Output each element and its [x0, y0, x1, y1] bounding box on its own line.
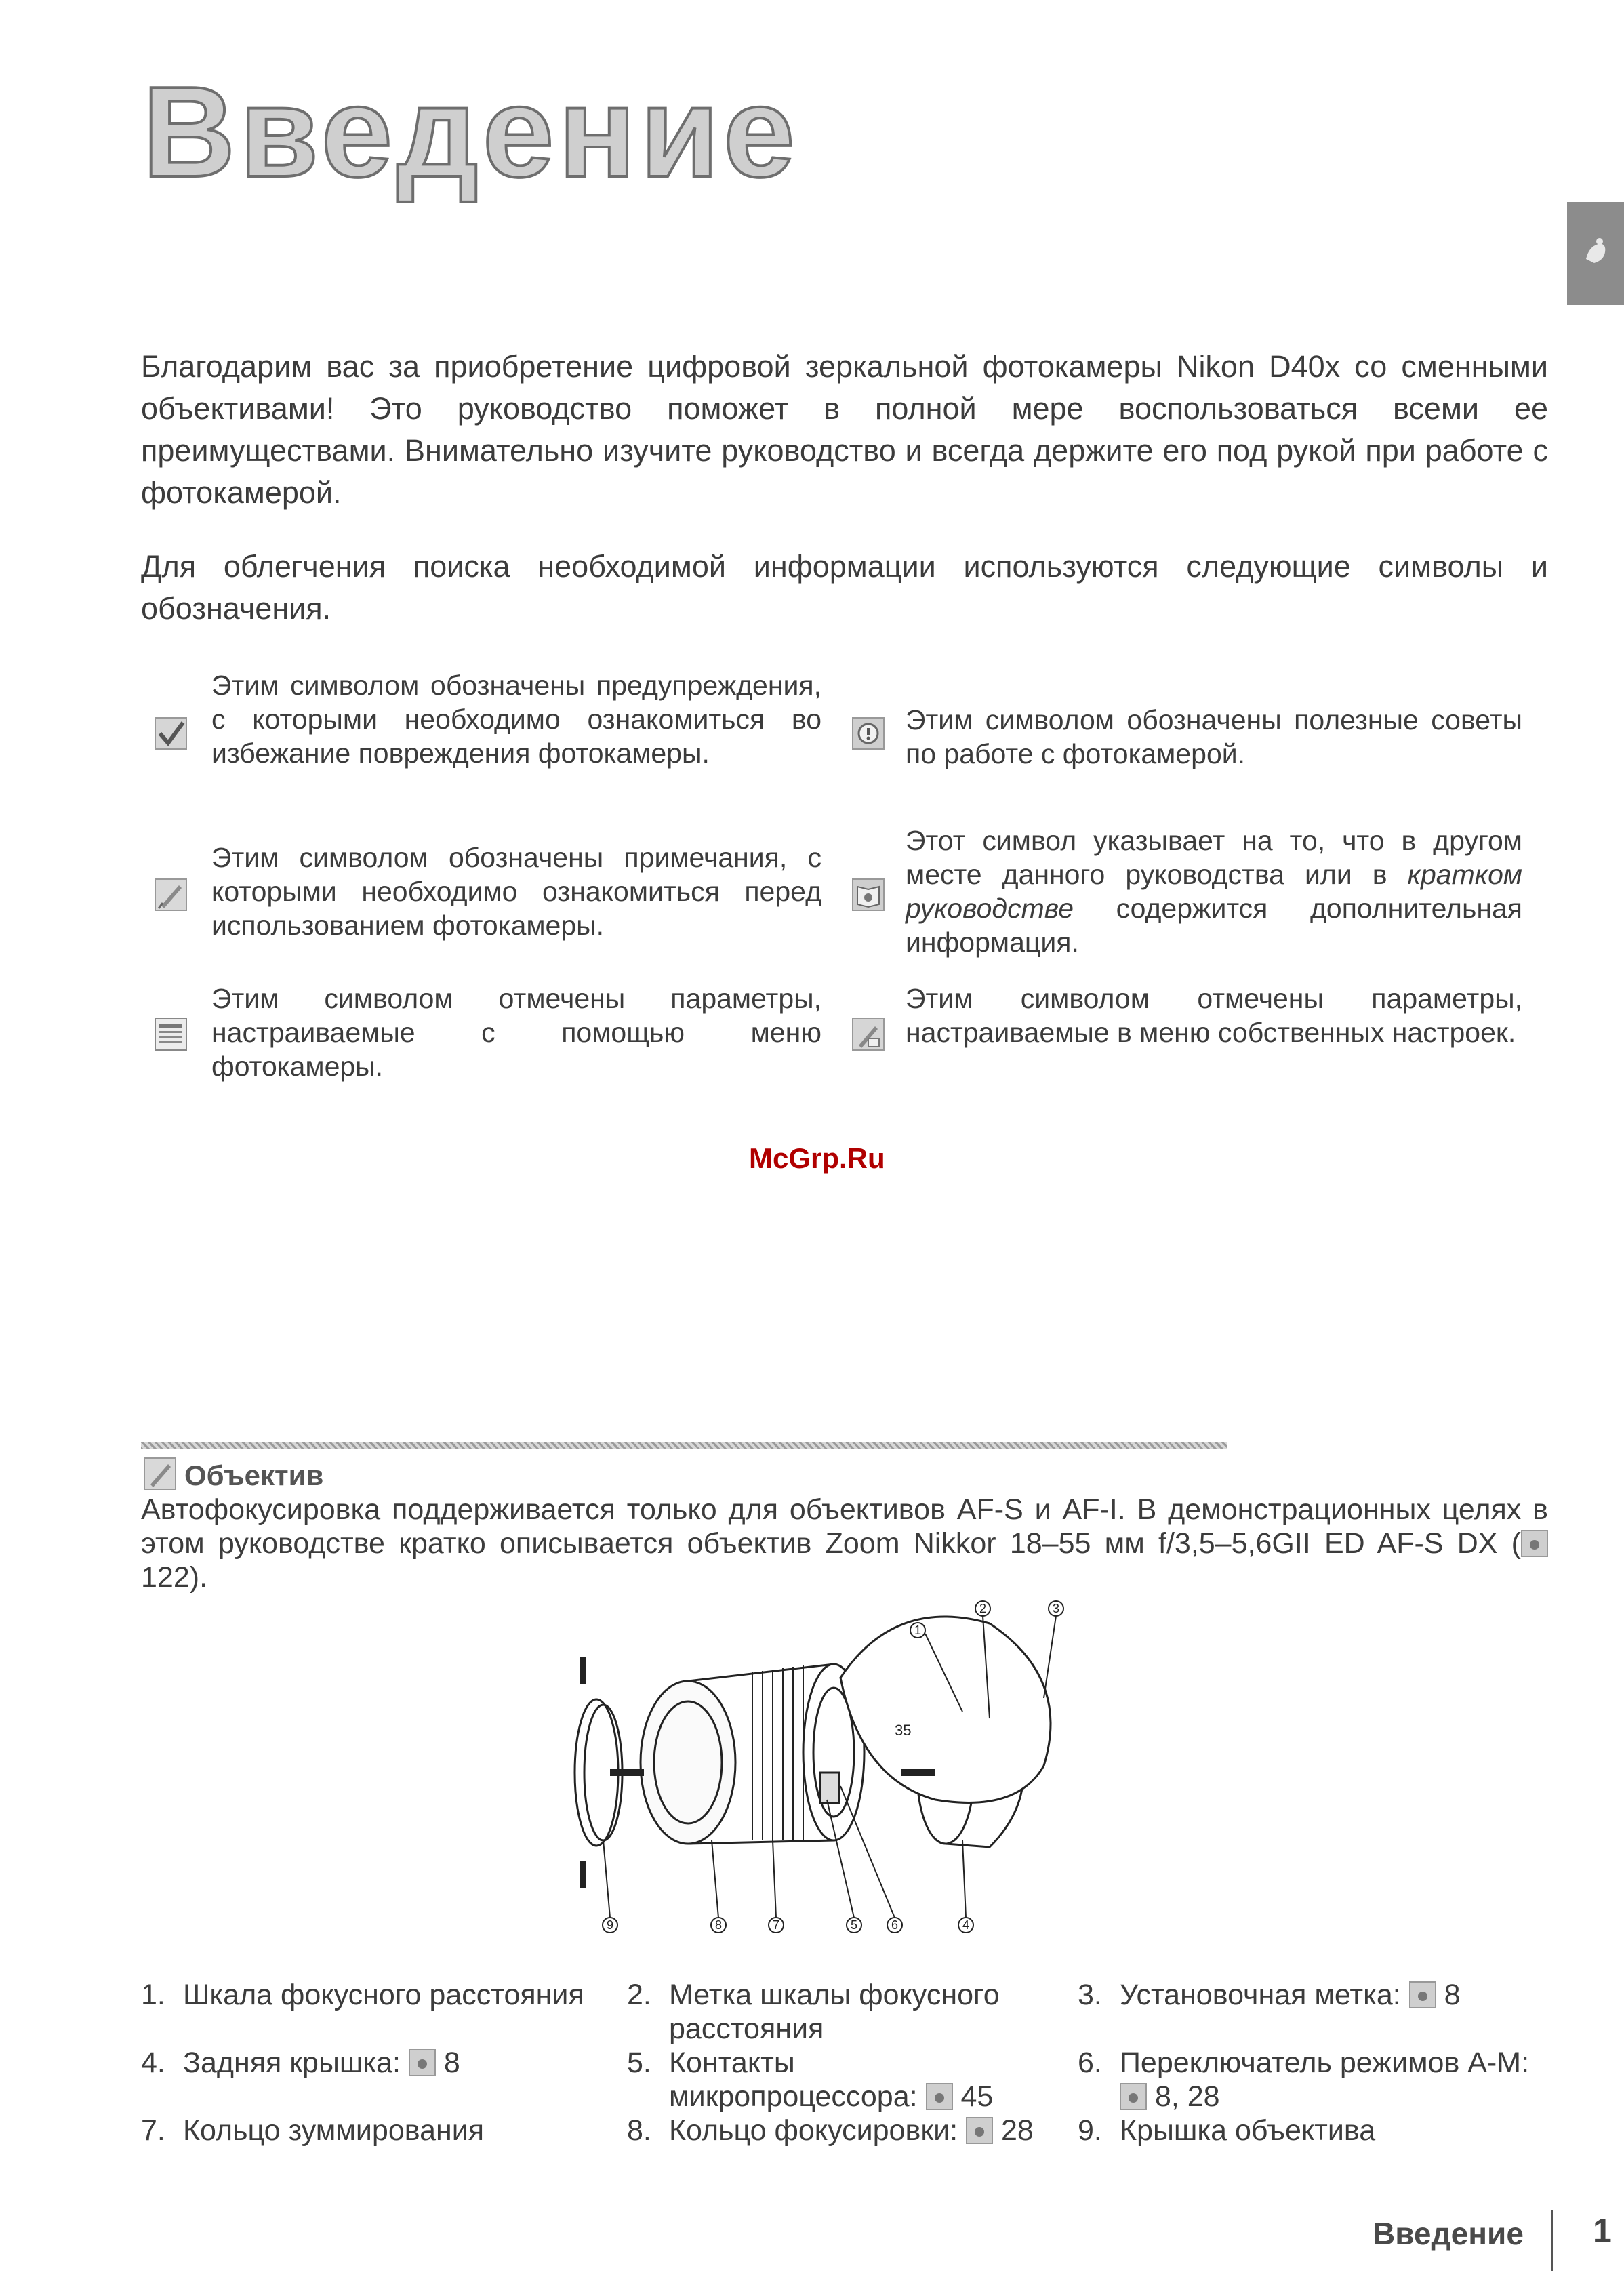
lens-note-text: Автофокусировка поддерживается только для объективов AF-S и AF-I. В демонстрационных целях в этом руководстве кратко описывается объектив Zoom Nikkor 18–55 мм f/3,5–5,6GII ED AF-S DX (	[141, 1493, 1548, 1560]
watermark: McGrp.Ru	[749, 1142, 885, 1174]
af-m-switch	[820, 1773, 839, 1803]
legend-item-4	[141, 2046, 602, 2080]
lens-note-heading: Объектив	[184, 1459, 324, 1491]
callout-3: 3	[1052, 1602, 1060, 1615]
callout-9: 9	[606, 1918, 614, 1932]
warning-check-icon	[155, 717, 187, 753]
reference-page-icon	[966, 2117, 993, 2144]
legend-ref: 28	[1001, 2114, 1034, 2147]
legend-item-3	[1078, 1978, 1552, 2012]
reference-text-after: содержится дополнительная информация.	[906, 893, 1522, 958]
legend-ref: 8	[1444, 1979, 1461, 2011]
reference-page-icon	[409, 2049, 436, 2076]
reference-page-icon	[1521, 1530, 1548, 1557]
reference-text-before: Этот символ указывает на то, что в другом месте данного руководства или в	[906, 825, 1522, 890]
callout-2: 2	[979, 1602, 987, 1615]
note-pencil-icon	[144, 1457, 176, 1493]
legend-item-9	[1078, 2114, 1552, 2147]
camera-menu-icon	[155, 1018, 187, 1054]
callout-5: 5	[850, 1918, 858, 1932]
reference-page-icon	[1409, 1981, 1436, 2008]
legend-text: Кольцо фокусировки:	[669, 2114, 958, 2147]
legend-item-7	[141, 2114, 602, 2147]
custom-settings-icon	[852, 1018, 885, 1054]
page-title: Введение	[142, 60, 799, 204]
legend-item-5	[627, 2046, 1061, 2114]
legend-num: 3.	[1078, 1979, 1102, 2011]
reference-page-icon	[1120, 2083, 1147, 2110]
legend-num: 5.	[627, 2046, 651, 2079]
symbol-menu-text: Этим символом отмечены параметры, настраиваемые с помощью меню фотокамеры.	[211, 983, 821, 1082]
focal-scale-value: 35	[895, 1722, 912, 1739]
symbol-tip-text: Этим символом обозначены полезные советы по работе с фотокамерой.	[906, 704, 1522, 769]
callout-4: 4	[962, 1918, 970, 1932]
legend-num: 9.	[1078, 2114, 1102, 2147]
reference-text-italic: кратком руководстве	[906, 859, 1522, 924]
lens-note-end: ).	[189, 1561, 208, 1594]
legend-num: 4.	[141, 2046, 165, 2079]
legend-num: 8.	[627, 2114, 651, 2147]
legend-num: 7.	[141, 2114, 165, 2147]
note-pencil-icon	[155, 878, 187, 914]
callout-6: 6	[891, 1918, 899, 1932]
note-divider	[141, 1442, 1227, 1449]
callout-1: 1	[914, 1623, 922, 1637]
legend-text: Крышка объектива	[1120, 2114, 1376, 2147]
legend-item-1	[141, 1978, 602, 2012]
legend-ref: 8	[443, 2046, 460, 2079]
detail-magnifier	[840, 1617, 1051, 1802]
lens-diagram	[556, 1596, 1071, 1949]
symbol-reference-text	[906, 824, 1522, 959]
lens-note-body	[141, 1493, 1548, 1594]
legend-text: Метка шкалы фокусного расстояния	[669, 1979, 1000, 2045]
callout-7: 7	[772, 1918, 780, 1932]
legend-text: Кольцо зуммирования	[183, 2114, 485, 2147]
legend-item-2	[627, 1978, 1061, 2046]
legend-num: 2.	[627, 1979, 651, 2011]
symbol-custom-text: Этим символом отмечены параметры, настраиваемые в меню собственных настроек.	[906, 983, 1522, 1048]
footer-section-title: Введение	[1373, 2216, 1524, 2251]
chapter-tab-icon	[1579, 232, 1612, 272]
intro-paragraph-2: Для облегчения поиска необходимой информации используются следующие символы и обозначения.	[141, 549, 1548, 626]
legend-ref: 8, 28	[1154, 2080, 1220, 2113]
zoom-ring	[752, 1665, 803, 1840]
lens-note-ref: 122	[141, 1561, 190, 1594]
page-number: 1	[1593, 2212, 1612, 2250]
legend-text: Установочная метка:	[1120, 1979, 1401, 2011]
footer-divider	[1551, 2210, 1553, 2271]
legend-text: Переключатель режимов A-M:	[1120, 2046, 1530, 2079]
callout-8: 8	[714, 1918, 723, 1932]
intro-paragraph-1: Благодарим вас за приобретение цифровой зеркальной фотокамеры Nikon D40x со сменными объективами! Это руководство поможет в полной мере воспользоваться всеми ее преимуществами. Внимательно изучите руководство и всегда держите его под рукой при работе с фотокамерой.	[141, 349, 1548, 510]
symbol-warning-text: Этим символом обозначены предупреждения, с которыми необходимо ознакомиться во избежание повреждения фотокамеры.	[211, 670, 821, 769]
legend-ref: 45	[960, 2080, 994, 2113]
legend-item-6	[1078, 2046, 1545, 2114]
legend-text: Контакты микропроцессора:	[669, 2046, 918, 2113]
legend-num: 6.	[1078, 2046, 1102, 2079]
symbol-note-text: Этим символом обозначены примечания, с которыми необходимо ознакомиться перед использованием фотокамеры.	[211, 842, 821, 941]
legend-num: 1.	[141, 1979, 165, 2011]
reference-page-icon	[926, 2083, 953, 2110]
chapter-tab	[1567, 202, 1624, 305]
legend-item-8	[627, 2114, 1074, 2147]
legend-text: Шкала фокусного расстояния	[183, 1979, 584, 2011]
legend-text: Задняя крышка:	[183, 2046, 401, 2079]
reference-page-icon	[852, 878, 885, 914]
tip-icon	[852, 717, 885, 753]
